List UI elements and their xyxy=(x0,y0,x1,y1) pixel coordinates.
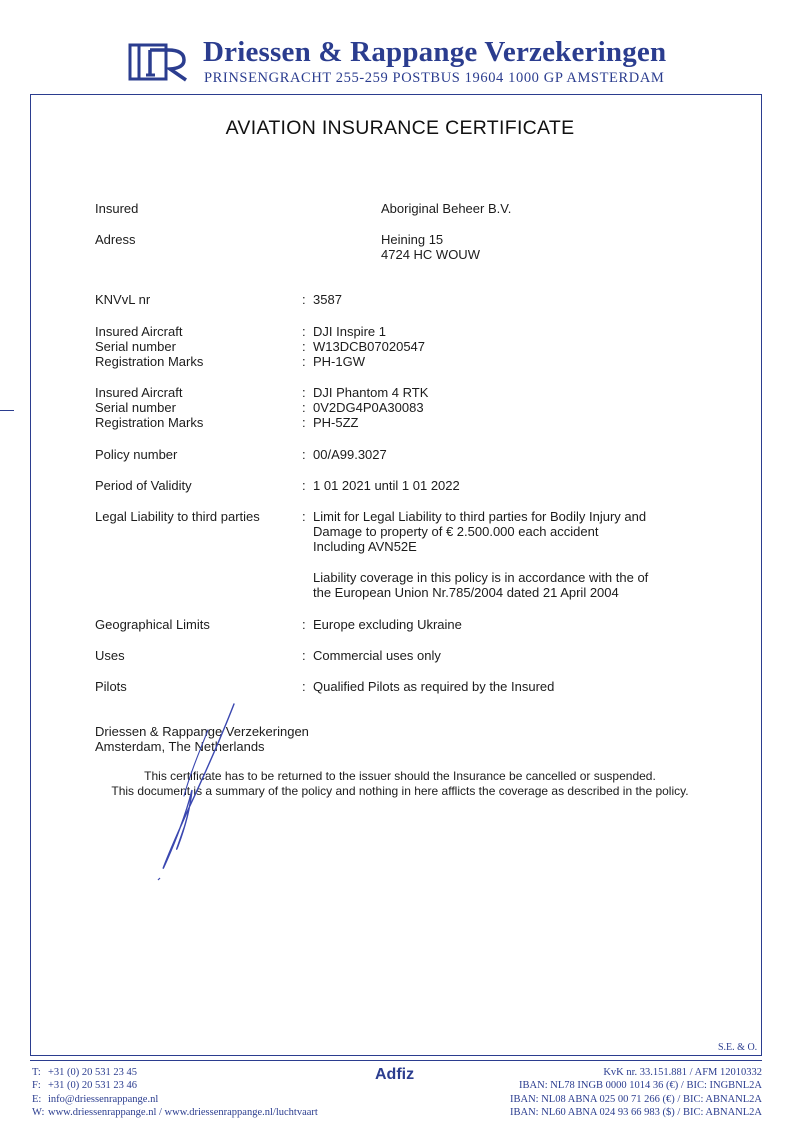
contact-key: E: xyxy=(32,1093,42,1105)
iban-line: IBAN: NL08 ABNA 025 00 71 266 (€) / BIC: ABNANL2A xyxy=(509,1093,762,1105)
aircraft-1-reg-label: Registration Marks xyxy=(95,354,204,369)
kvk-line: KvK nr. 33.151.881 / AFM 12010332 xyxy=(603,1067,762,1078)
liability-line-1: Limit for Legal Liability to third parties for Bodily Injury and xyxy=(313,509,647,524)
colon: : xyxy=(302,617,306,632)
company-logo-icon xyxy=(128,42,194,82)
se-o-mark: S.E. & O. xyxy=(718,1042,758,1053)
uses-label: Uses xyxy=(95,648,125,663)
aircraft-1-serial-value: W13DCB07020547 xyxy=(313,339,426,354)
geo-label: Geographical Limits xyxy=(95,617,210,632)
address-line-1: Heining 15 xyxy=(381,232,444,247)
fold-mark xyxy=(0,410,14,411)
geo-value: Europe excluding Ukraine xyxy=(313,617,462,632)
address-line-2: 4724 HC WOUW xyxy=(381,247,480,262)
insured-label: Insured xyxy=(95,201,139,216)
aircraft-2-reg-value: PH-5ZZ xyxy=(313,415,359,430)
colon: : xyxy=(302,339,306,354)
footer-divider xyxy=(30,1060,762,1061)
contact-phone xyxy=(32,1066,318,1079)
contact-key: T: xyxy=(32,1067,41,1078)
liability-line-2: Damage to property of € 2.500.000 each accident xyxy=(313,524,599,539)
policy-value: 00/A99.3027 xyxy=(313,447,387,462)
aircraft-1-type-label: Insured Aircraft xyxy=(95,324,183,339)
colon: : xyxy=(302,400,306,415)
validity-label: Period of Validity xyxy=(95,478,192,493)
contact-email xyxy=(32,1093,318,1106)
aircraft-1-reg-value: PH-1GW xyxy=(313,354,365,369)
aircraft-2-type-value: DJI Phantom 4 RTK xyxy=(313,385,429,400)
insured-value: Aboriginal Beheer B.V. xyxy=(381,201,512,216)
colon: : xyxy=(302,354,306,369)
issuer-line-1: Driessen & Rappange Verzekeringen xyxy=(95,724,309,739)
contact-block xyxy=(32,1066,318,1120)
colon: : xyxy=(302,385,306,400)
iban-line: IBAN: NL60 ABNA 024 93 66 983 ($) / BIC: ABNANL2A xyxy=(509,1107,762,1119)
aircraft-2-serial-value: 0V2DG4P0A30083 xyxy=(313,400,424,415)
contact-value: info@driessenrappange.nl xyxy=(48,1093,159,1105)
signature-icon xyxy=(150,700,240,890)
contact-key: W: xyxy=(32,1107,45,1119)
contact-web xyxy=(32,1106,318,1119)
colon: : xyxy=(302,324,306,339)
contact-key: F: xyxy=(32,1080,41,1092)
knvvl-value: 3587 xyxy=(313,292,342,307)
liability-note-1: Liability coverage in this policy is in accordance with the of xyxy=(313,570,649,585)
pilots-value: Qualified Pilots as required by the Insured xyxy=(313,679,555,694)
validity-value: 1 01 2021 until 1 01 2022 xyxy=(313,478,460,493)
page-title: AVIATION INSURANCE CERTIFICATE xyxy=(225,117,575,139)
aircraft-1-serial-label: Serial number xyxy=(95,339,176,354)
iban-line: IBAN: NL78 INGB 0000 1014 36 (€) / BIC: INGBNL2A xyxy=(519,1080,762,1092)
colon: : xyxy=(302,447,306,462)
issuer-line-2: Amsterdam, The Netherlands xyxy=(95,739,265,754)
disclaimer-line-2: This document is a summary of the policy and nothing in here afflicts the coverage as described in the policy. xyxy=(111,784,689,798)
colon: : xyxy=(302,478,306,493)
aircraft-1-type-value: DJI Inspire 1 xyxy=(313,324,386,339)
colon: : xyxy=(302,415,306,430)
adfiz-logo: Adfiz xyxy=(375,1066,415,1083)
company-name: Driessen & Rappange Verzekeringen xyxy=(203,36,667,68)
aircraft-2-serial-label: Serial number xyxy=(95,400,176,415)
contact-value: +31 (0) 20 531 23 45 xyxy=(48,1067,138,1078)
uses-value: Commercial uses only xyxy=(313,648,441,663)
address-label: Adress xyxy=(95,232,136,247)
colon: : xyxy=(302,292,306,307)
aircraft-2-reg-label: Registration Marks xyxy=(95,415,204,430)
disclaimer-line-1: This certificate has to be returned to the issuer should the Insurance be cancelled or suspended. xyxy=(144,769,656,783)
liability-label: Legal Liability to third parties xyxy=(95,509,260,524)
bank-block xyxy=(510,1066,762,1120)
contact-value: www.driessenrappange.nl / www.driessenrappange.nl/luchtvaart xyxy=(48,1107,318,1119)
knvvl-label: KNVvL nr xyxy=(95,292,151,307)
aircraft-2-type-label: Insured Aircraft xyxy=(95,385,183,400)
contact-fax xyxy=(32,1079,318,1092)
colon: : xyxy=(302,679,306,694)
contact-value: +31 (0) 20 531 23 46 xyxy=(48,1080,138,1092)
policy-label: Policy number xyxy=(95,447,178,462)
liability-note-2: the European Union Nr.785/2004 dated 21 April 2004 xyxy=(313,585,619,600)
colon: : xyxy=(302,648,306,663)
pilots-label: Pilots xyxy=(95,679,127,694)
company-address: PRINSENGRACHT 255-259 POSTBUS 19604 1000 GP AMSTERDAM xyxy=(204,70,665,86)
colon: : xyxy=(302,509,306,524)
liability-line-3: Including AVN52E xyxy=(313,539,417,554)
